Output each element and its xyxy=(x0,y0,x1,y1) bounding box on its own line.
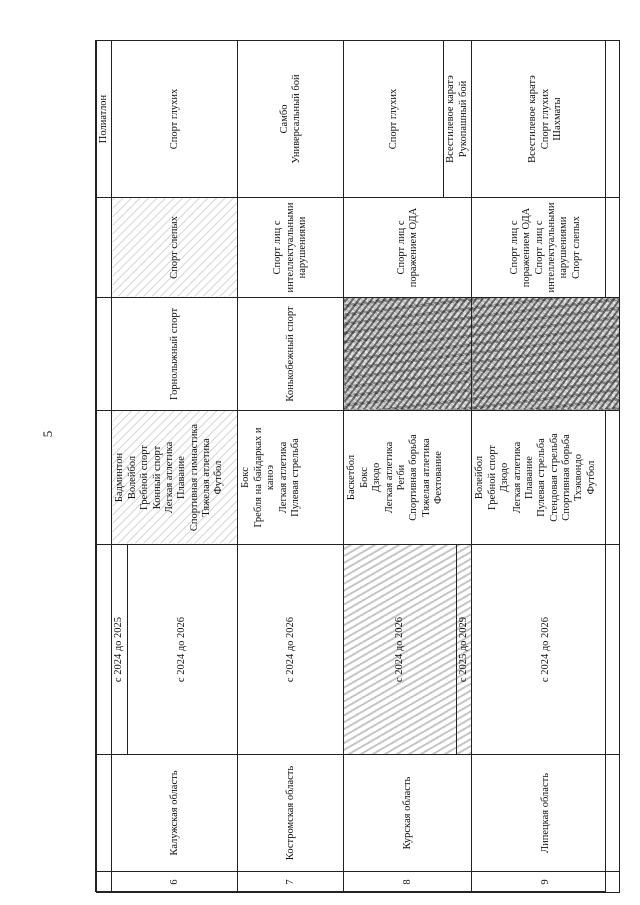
row-9-deaf-sports: Всестилевое каратэ Спорт глухих Шахматы xyxy=(472,41,620,198)
row-6-summer-sports: Бадминтон Волейбол Гребной спорт Конный спорт Легкая атлетика Плавание Спортивная гимнастика Тяжелая атлетика Футбол xyxy=(112,411,238,545)
row-9-summer-sports: Волейбол Гребной спорт Дзюдо Легкая атлетика Плавание Пулевая стрельба Стендовая стрельба Спортивная борьба Тхэквондо Футбол xyxy=(472,411,620,545)
row-8-region: Курская область xyxy=(344,755,472,872)
row-9-region: Липецкая область xyxy=(472,755,620,872)
regions-sports-table xyxy=(95,40,606,892)
row-8-disabled-sports: Спорт лиц с поражением ОДА xyxy=(344,198,472,298)
row-7-disabled-sports: Спорт лиц с интеллектуальными нарушениями xyxy=(238,198,344,298)
row-7-region: Костромская область xyxy=(238,755,344,872)
table-row-9 xyxy=(472,41,620,893)
page-number: 5 xyxy=(40,430,55,438)
header-polyathlon: Полиатлон xyxy=(97,41,112,198)
row-6-deaf-sports: Спорт глухих xyxy=(112,41,238,198)
table-row-6 xyxy=(112,41,238,893)
table-row-8 xyxy=(344,41,472,893)
row-7-winter-sports: Конькобежный спорт xyxy=(238,298,344,411)
row-6-disabled-sports: Спорт слепых xyxy=(112,198,238,298)
row-6-region: Калужская область xyxy=(112,755,238,872)
table-row-7 xyxy=(238,41,344,893)
header-empty-num xyxy=(97,872,112,893)
row-7-deaf-sports: Самбо Универсальный бой xyxy=(238,41,344,198)
row-6-num: 6 xyxy=(112,872,238,893)
row-6-winter-sports: Горнолыжный спорт xyxy=(112,298,238,411)
row-8-period: с 2024 до 2026 с 2025 до 2029 xyxy=(344,545,472,755)
header-empty-deaf xyxy=(97,198,112,298)
row-8-num: 8 xyxy=(344,872,472,893)
row-8-winter-redacted xyxy=(344,298,472,411)
header-empty-region xyxy=(97,755,112,872)
row-7-num: 7 xyxy=(238,872,344,893)
row-8-period-extra: с 2025 до 2029 xyxy=(456,545,471,754)
row-7-period: с 2024 до 2026 xyxy=(238,545,344,755)
row-9-num: 9 xyxy=(472,872,620,893)
row-7-summer-sports: Бокс Гребля на байдарках и каноэ Легкая атлетика Пулевая стрельба xyxy=(238,411,344,545)
row-9-disabled-sports: Спорт лиц с поражением ОДА Спорт лиц с интеллектуальными нарушениями Спорт слепых xyxy=(472,198,620,298)
row-8-summer-sports: Баскетбол Бокс Дзюдо Легкая атлетика Регби Спортивная борьба Тяжелая атлетика Фехтование xyxy=(344,411,472,545)
header-empty-summer xyxy=(97,545,112,755)
row-8-deaf-sports: Спорт глухих Всестилевое каратэ Рукопашный бой xyxy=(344,41,472,198)
row-6-period-extra: с 2024 до 2025 xyxy=(112,545,127,754)
header-row xyxy=(97,41,112,893)
header-empty-disabled xyxy=(97,298,112,411)
row-9-winter-redacted xyxy=(472,298,620,411)
row-8-extra-sports: Всестилевое каратэ Рукопашный бой xyxy=(443,41,471,197)
row-6-period: с 2024 до 2025 с 2024 до 2026 xyxy=(112,545,238,755)
sports-table xyxy=(96,40,620,893)
header-empty-winter xyxy=(97,411,112,545)
row-9-period: с 2024 до 2026 xyxy=(472,545,620,755)
